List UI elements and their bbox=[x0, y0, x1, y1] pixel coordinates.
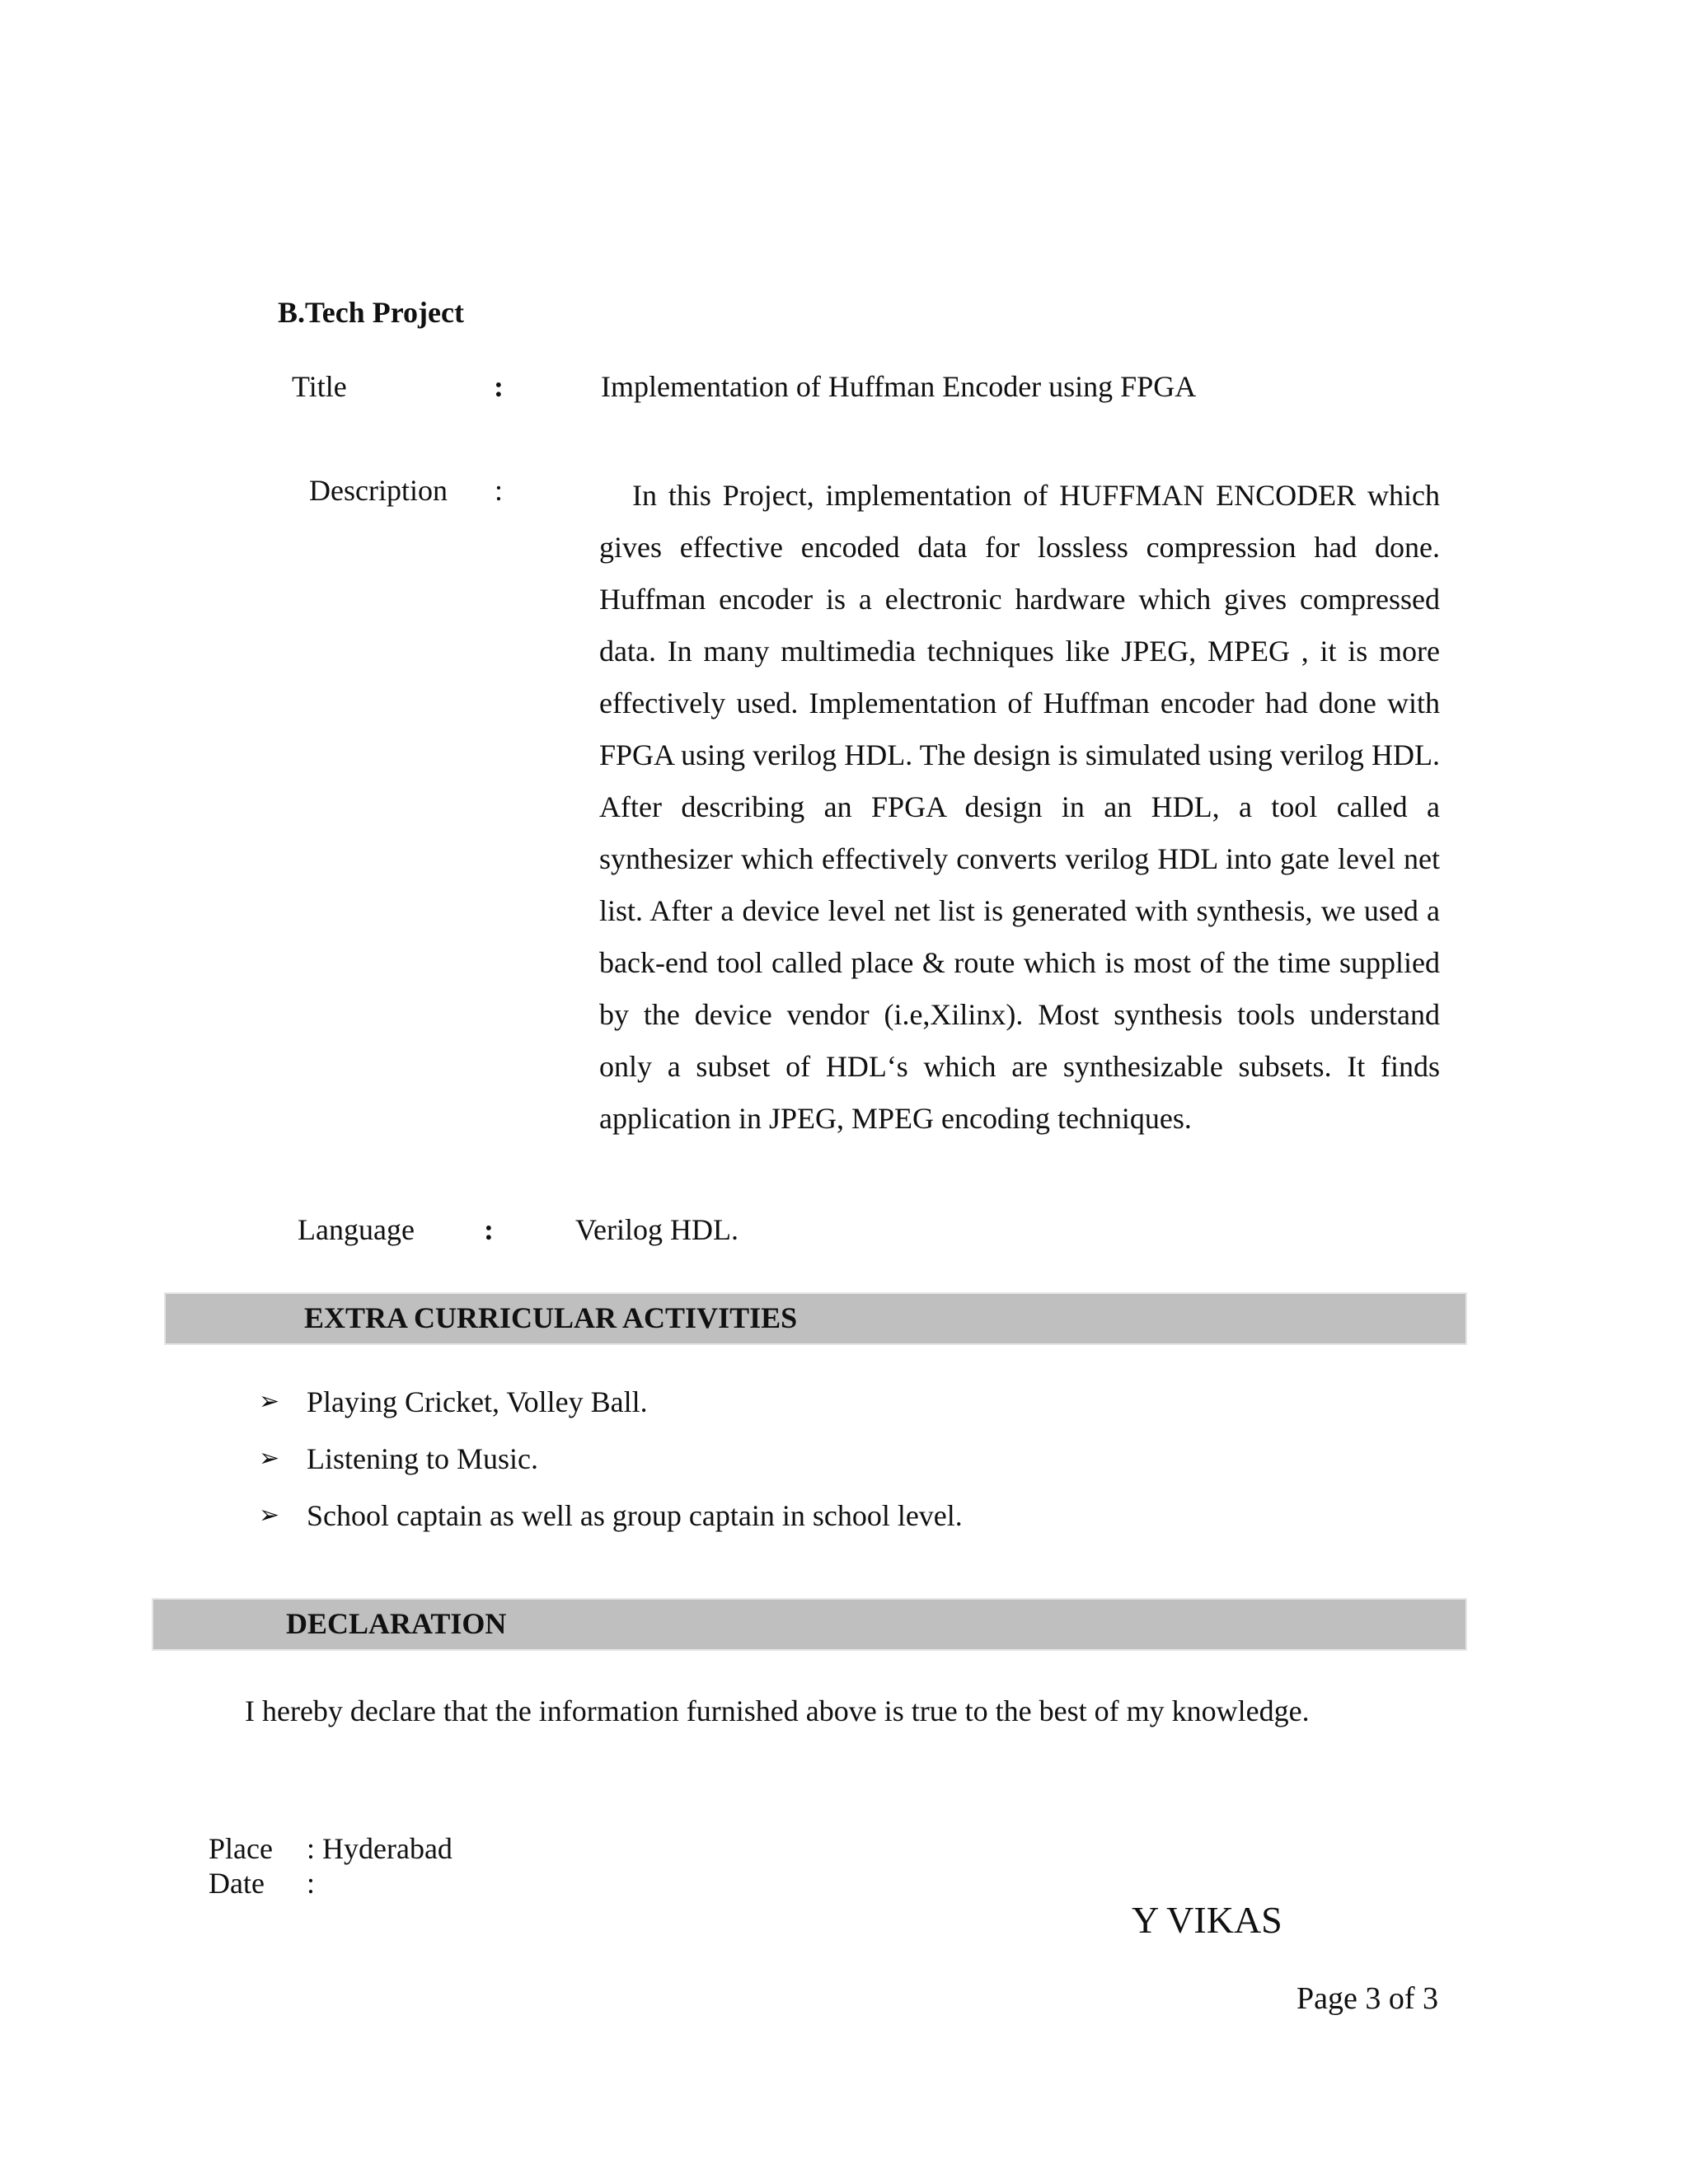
extra-curricular-heading: EXTRA CURRICULAR ACTIVITIES bbox=[304, 1301, 798, 1334]
description-text: In this Project, implementation of HUFFMAN ENCODER which gives effective encoded data for lossless compression had done. Huffman encoder is a electronic hardware which gives compressed data. In many multimedia techniques like JPEG, MPEG , it is more effectively used. Implementation of Huffman encoder had done with FPGA using verilog HDL. The design is simulated using verilog HDL. After describing an FPGA design in an HDL, a tool called a synthesizer which effectively converts verilog HDL into gate level net list. After a device level net list is generated with synthesis, we used a back-end tool called place & route which is most of the time supplied by the device vendor (i.e,Xilinx). Most synthesis tools understand only a subset of HDL‘s which are synthesizable subsets. It finds application in JPEG, MPEG encoding techniques. bbox=[599, 479, 1440, 1135]
language-value: Verilog HDL. bbox=[575, 1213, 738, 1246]
activities-list bbox=[259, 1385, 963, 1555]
extra-curricular-bar bbox=[164, 1292, 1467, 1345]
place-label: Place bbox=[209, 1832, 273, 1865]
activity-text: School captain as well as group captain in school level. bbox=[307, 1499, 963, 1532]
description-colon: : bbox=[495, 474, 504, 507]
declaration-heading: DECLARATION bbox=[286, 1607, 507, 1640]
activity-text: Listening to Music. bbox=[307, 1442, 538, 1475]
language-label: Language bbox=[298, 1213, 415, 1246]
place-value: : Hyderabad bbox=[307, 1832, 452, 1865]
declaration-text: I hereby declare that the information furnished above is true to the best of my knowledge. bbox=[245, 1694, 1310, 1727]
date-value: : bbox=[307, 1867, 316, 1900]
description-label: Description bbox=[309, 474, 448, 507]
declaration-bar bbox=[152, 1598, 1467, 1651]
page-number: Page 3 of 3 bbox=[1296, 1981, 1439, 2016]
arrow-bullet-icon: ➢ bbox=[259, 1444, 280, 1473]
activity-text: Playing Cricket, Volley Ball. bbox=[307, 1385, 648, 1418]
date-label: Date bbox=[209, 1867, 265, 1900]
list-item bbox=[259, 1498, 963, 1555]
arrow-bullet-icon: ➢ bbox=[259, 1501, 280, 1530]
title-value: Implementation of Huffman Encoder using FPGA bbox=[601, 370, 1197, 403]
language-colon: : bbox=[484, 1213, 494, 1246]
list-item bbox=[259, 1385, 963, 1441]
title-label: Title bbox=[292, 370, 347, 403]
title-colon: : bbox=[494, 370, 504, 403]
arrow-bullet-icon: ➢ bbox=[259, 1387, 280, 1416]
signature-name: Y VIKAS bbox=[1132, 1899, 1282, 1941]
project-heading: B.Tech Project bbox=[278, 296, 464, 329]
list-item bbox=[259, 1441, 963, 1498]
